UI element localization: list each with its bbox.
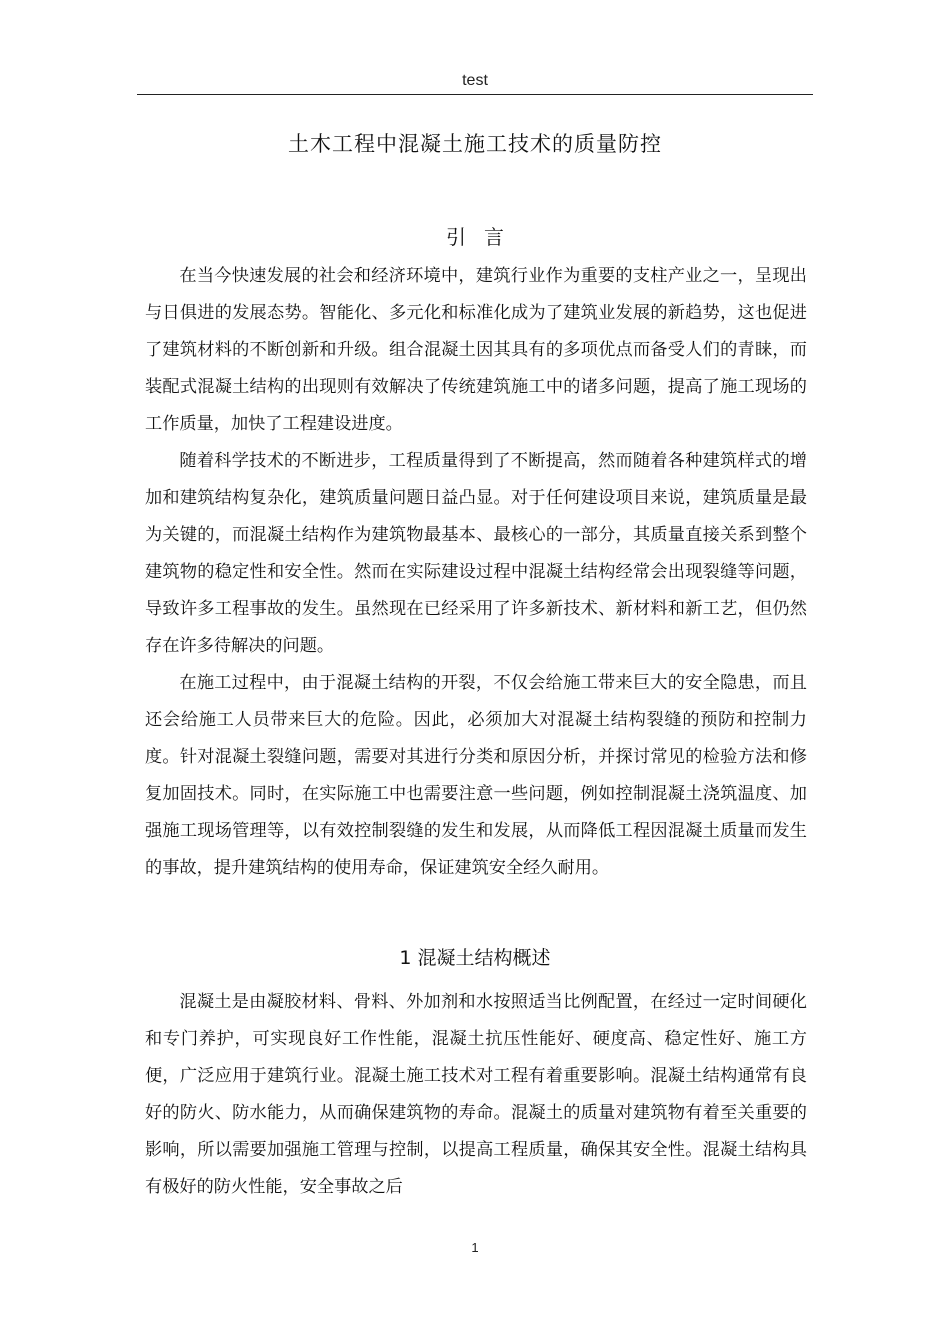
intro-paragraph-1: 在当今快速发展的社会和经济环境中，建筑行业作为重要的支柱产业之一，呈现出与日俱进的发展态势。智能化、多元化和标准化成为了建筑业发展的新趋势，这也促进了建筑材料的不断创新和升级。组合混凝土因其具有的多项优点而备受人们的青睐，而装配式混凝土结构的出现则有效解决了传统建筑施工中的诸多问题，提高了施工现场的工作质量，加快了工程建设进度。 (145, 266, 807, 434)
intro-body (145, 258, 807, 887)
page-header-text: test (462, 72, 488, 89)
header-divider (137, 94, 813, 95)
document-title: 土木工程中混凝土施工技术的质量防控 (288, 132, 662, 156)
intro-paragraph-2: 随着科学技术的不断进步，工程质量得到了不断提高，然而随着各种建筑样式的增加和建筑结构复杂化，建筑质量问题日益凸显。对于任何建设项目来说，建筑质量是最为关键的，而混凝土结构作为建筑物最基本、最核心的一部分，其质量直接关系到整个建筑物的稳定性和安全性。然而在实际建设过程中混凝土结构经常会出现裂缝等问题，导致许多工程事故的发生。虽然现在已经采用了许多新技术、新材料和新工艺，但仍然存在许多待解决的问题。 (145, 451, 807, 656)
section-1-body (145, 984, 807, 1206)
page-number: 1 (471, 1240, 479, 1255)
section-1-paragraph-1: 混凝土是由凝胶材料、骨料、外加剂和水按照适当比例配置，在经过一定时间硬化和专门养护，可实现良好工作性能，混凝土抗压性能好、硬度高、稳定性好、施工方便，广泛应用于建筑行业。混凝土施工技术对工程有着重要影响。混凝土结构通常有良好的防火、防水能力，从而确保建筑物的寿命。混凝土的质量对建筑物有着至关重要的影响，所以需要加强施工管理与控制，以提高工程质量，确保其安全性。混凝土结构具有极好的防火性能，安全事故之后 (145, 992, 807, 1197)
intro-paragraph-3: 在施工过程中，由于混凝土结构的开裂，不仅会给施工带来巨大的安全隐患，而且还会给施工人员带来巨大的危险。因此，必须加大对混凝土结构裂缝的预防和控制力度。针对混凝土裂缝问题，需要对其进行分类和原因分析，并探讨常见的检验方法和修复加固技术。同时，在实际施工中也需要注意一些问题，例如控制混凝土浇筑温度、加强施工现场管理等，以有效控制裂缝的发生和发展，从而降低工程因混凝土质量而发生的事故，提升建筑结构的使用寿命，保证建筑安全经久耐用。 (145, 673, 807, 878)
section-1-heading: 1 混凝土结构概述 (399, 947, 551, 969)
intro-heading: 引言 (446, 225, 522, 249)
